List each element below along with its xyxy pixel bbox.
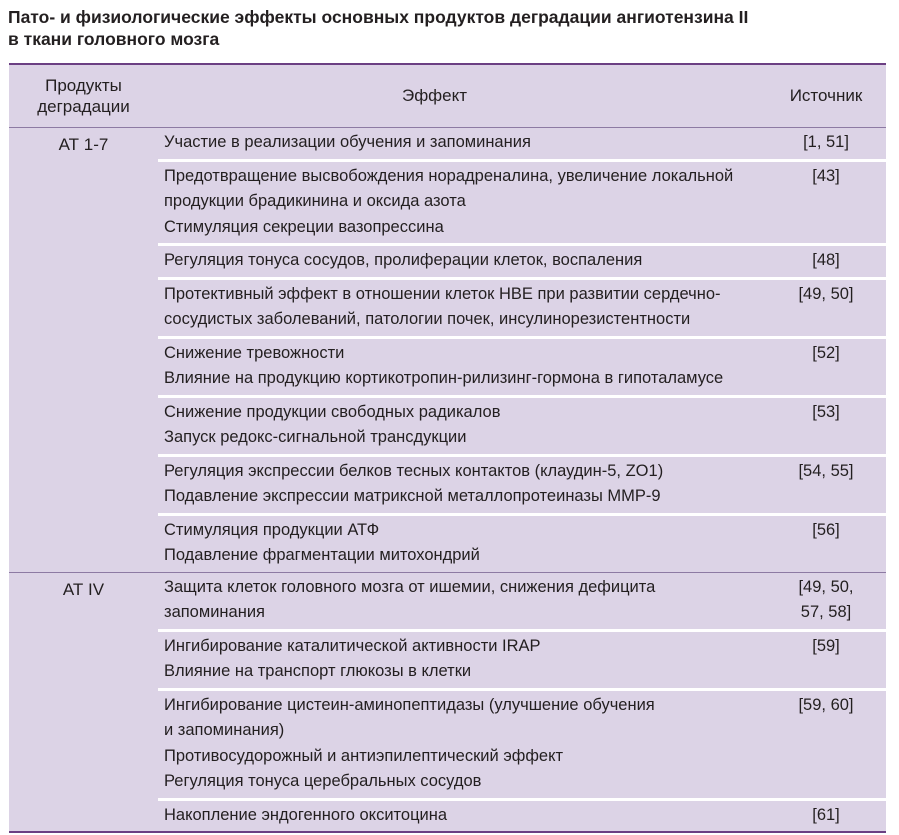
effect-line: Снижение тревожности <box>164 343 345 362</box>
table-body <box>9 128 886 831</box>
effect-line: Стимуляция продукции АТФ <box>164 520 380 539</box>
effect-line: запоминания <box>164 603 265 621</box>
source-line: [61] <box>812 805 840 824</box>
table-row <box>158 632 886 691</box>
source-line: 57, 58] <box>800 603 852 621</box>
source-cell <box>766 246 886 277</box>
effect-cell <box>158 246 766 277</box>
source-cell <box>766 632 886 688</box>
effect-line: сосудистых заболеваний, патологии почек, инсулинорезистентности <box>164 310 691 328</box>
effect-line: Противосудорожный и антиэпилептический эффект <box>164 746 564 765</box>
degradation-product-name: АТ IV <box>9 573 158 832</box>
source-cell <box>766 691 886 798</box>
effect-line: Ингибирование цистеин-аминопептидазы (улучшение обучения <box>164 695 655 714</box>
source-cell <box>766 457 886 513</box>
source-line: [54, 55] <box>798 461 854 480</box>
source-cell <box>766 128 886 159</box>
effect-line: Влияние на продукцию кортикотропин-рилизинг-гормона в гипоталамусе <box>164 369 724 387</box>
source-line: [52] <box>812 343 840 362</box>
source-line: [48] <box>812 251 840 269</box>
header-source: Источник <box>789 86 863 105</box>
header-degradation-products: Продукты деградации <box>37 76 130 116</box>
table-row <box>158 246 886 280</box>
table-row <box>158 339 886 398</box>
effect-line: Стимуляция секреции вазопрессина <box>164 217 444 236</box>
effect-cell <box>158 339 766 395</box>
effect-line: Регуляция тонуса церебральных сосудов <box>164 772 482 790</box>
effect-cell <box>158 457 766 513</box>
effect-cell <box>158 573 766 629</box>
table-row <box>158 573 886 632</box>
effect-line: Протективный эффект в отношении клеток HBE при развитии сердечно- <box>164 284 721 303</box>
source-line: [59, 60] <box>798 695 854 714</box>
source-cell <box>766 573 886 629</box>
source-cell <box>766 398 886 454</box>
degradation-product-name: АТ 1-7 <box>9 128 158 572</box>
header-effect: Эффект <box>401 86 468 105</box>
effect-line: Подавление фрагментации митохондрий <box>164 546 480 564</box>
table-row <box>158 128 886 162</box>
group-rows <box>158 128 886 572</box>
source-line: [1, 51] <box>803 133 849 151</box>
source-line: [43] <box>812 166 840 185</box>
effect-cell <box>158 162 766 244</box>
source-line: [53] <box>812 402 840 421</box>
effect-line: Регуляция тонуса сосудов, пролиферации клеток, воспаления <box>164 251 643 269</box>
table-row <box>158 801 886 832</box>
effect-cell <box>158 280 766 336</box>
effect-line: Участие в реализации обучения и запоминания <box>164 133 531 151</box>
table-header <box>9 65 886 128</box>
source-cell <box>766 516 886 572</box>
effects-table <box>9 63 886 833</box>
effect-cell <box>158 128 766 159</box>
effect-line: Накопление эндогенного окситоцина <box>164 805 448 824</box>
table-row <box>158 516 886 572</box>
effect-line: Предотвращение высвобождения норадреналина, увеличение локальной <box>164 166 734 185</box>
table-group <box>9 128 886 573</box>
table-group <box>9 573 886 832</box>
effect-line: Защита клеток головного мозга от ишемии, снижения дефицита <box>164 577 656 596</box>
effect-line: продукции брадикинина и оксида азота <box>164 192 466 210</box>
source-cell <box>766 280 886 336</box>
source-cell <box>766 339 886 395</box>
source-line: [59] <box>812 636 840 655</box>
effect-cell <box>158 398 766 454</box>
effect-line: Снижение продукции свободных радикалов <box>164 402 501 421</box>
table-title-line-2: в ткани головного мозга <box>8 29 220 49</box>
source-line: [49, 50, <box>798 577 854 596</box>
table-row <box>158 691 886 801</box>
source-line: [49, 50] <box>798 284 854 303</box>
effect-cell <box>158 516 766 572</box>
source-cell <box>766 801 886 832</box>
table-row <box>158 280 886 339</box>
table-row <box>158 398 886 457</box>
table-title-line-1: Пато- и физиологические эффекты основных продуктов деградации ангиотензина II <box>8 7 749 27</box>
table-row <box>158 457 886 516</box>
group-rows <box>158 573 886 832</box>
table-title <box>8 6 888 50</box>
effect-cell <box>158 801 766 832</box>
effect-line: и запоминания) <box>164 721 285 739</box>
effect-line: Влияние на транспорт глюкозы в клетки <box>164 662 472 680</box>
effect-line: Регуляция экспрессии белков тесных контактов (клаудин-5, ZO1) <box>164 461 664 480</box>
table-row <box>158 162 886 247</box>
source-line: [56] <box>812 520 840 539</box>
source-cell <box>766 162 886 244</box>
effect-line: Ингибирование каталитической активности IRAP <box>164 636 541 655</box>
effect-cell <box>158 632 766 688</box>
effect-cell <box>158 691 766 798</box>
effect-line: Запуск редокс-сигнальной трансдукции <box>164 428 467 446</box>
effect-line: Подавление экспрессии матриксной металлопротеиназы ММР-9 <box>164 487 661 505</box>
